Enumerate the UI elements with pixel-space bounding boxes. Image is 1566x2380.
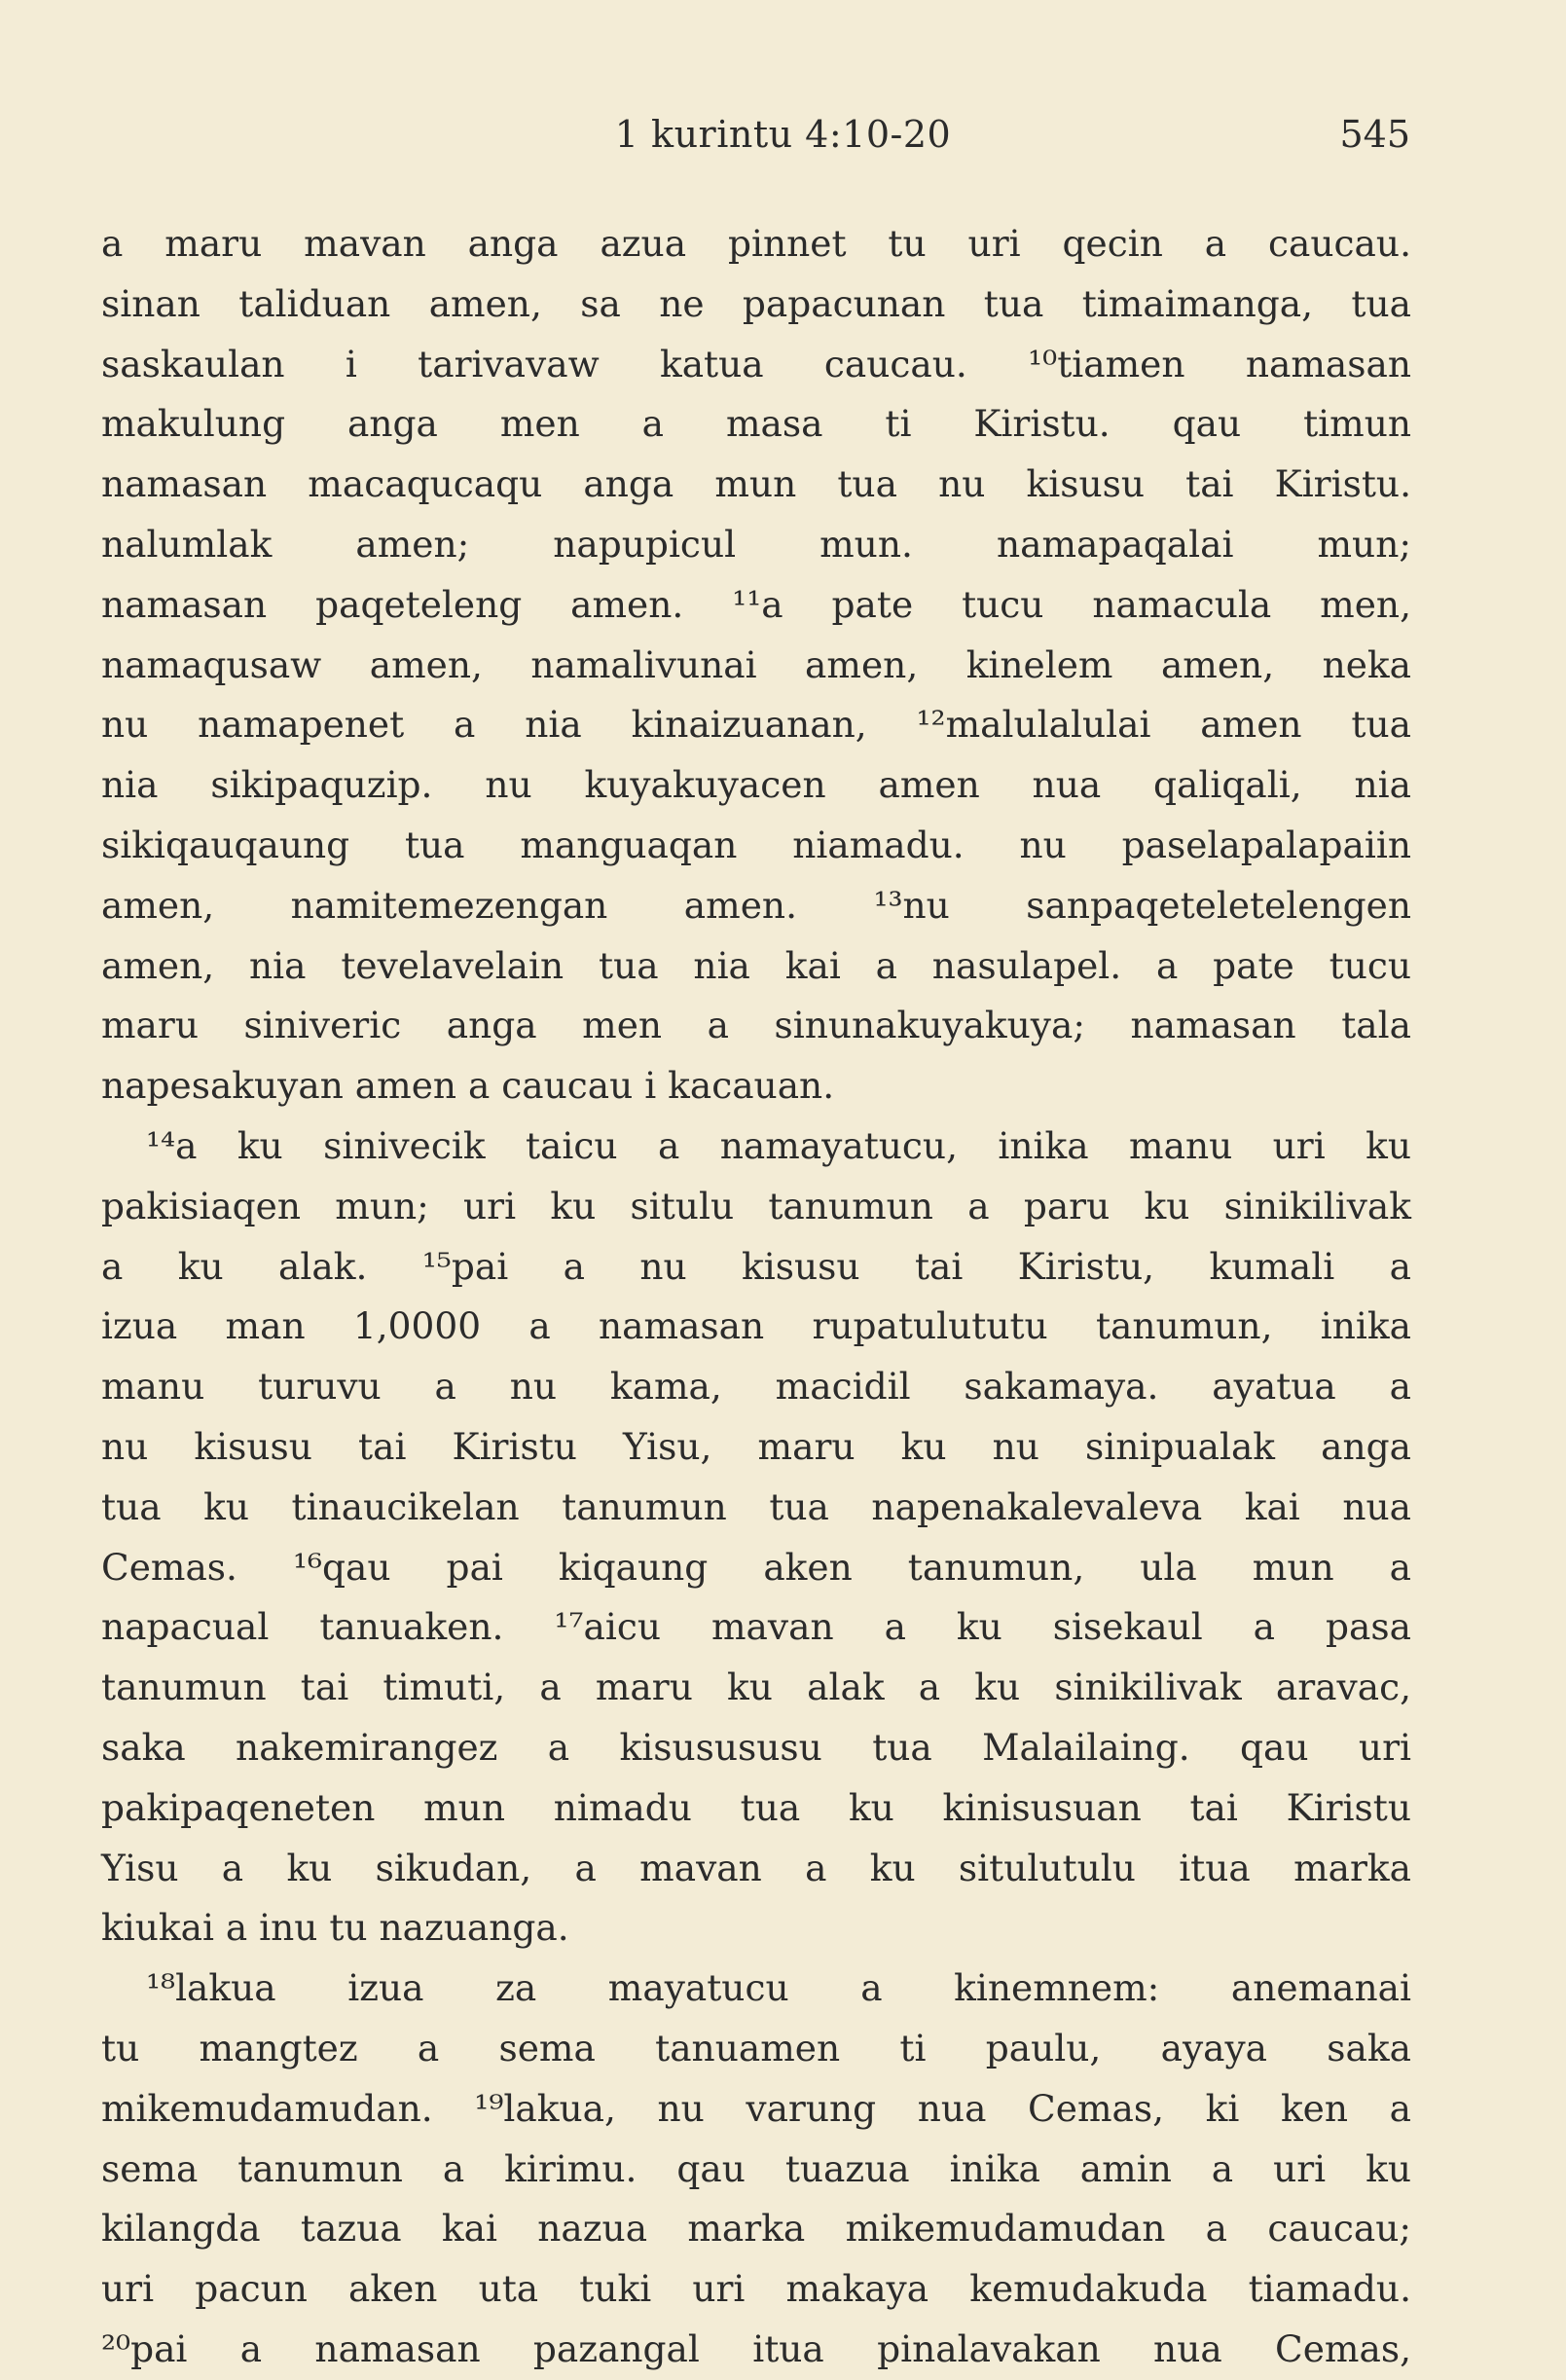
text-line: namasan paqeteleng amen. ¹¹a pate tucu namacula men, [101,582,1411,626]
running-head: 1 kurintu 4:10-20 [614,113,952,156]
text-line: ¹⁸lakua izua za mayatucu a kinemnem: anemanai [146,1966,1411,2010]
text-line: manu turuvu a nu kama, macidil sakamaya. ayatua a [101,1365,1411,1409]
text-line: kiukai a inu tu nazuanga. [101,1906,569,1950]
text-line: Cemas. ¹⁶qau pai kiqaung aken tanumun, ula mun a [101,1545,1411,1589]
text-line: ¹⁴a ku sinivecik taicu a namayatucu, inika manu uri ku [146,1123,1411,1167]
text-line: namasan macaqucaqu anga mun tua nu kisusu tai Kiristu. [101,462,1411,506]
body-text [101,214,1411,2380]
text-line: mikemudamudan. ¹⁹lakua, nu varung nua Cemas, ki ken a [101,2086,1411,2130]
text-line: napesakuyan amen a caucau i kacauan. [101,1064,835,1108]
text-line: amen, namitemezengan amen. ¹³nu sanpaqeteletelengen [101,883,1411,927]
text-line: sema tanumun a kirimu. qau tuazua inika amin a uri ku [101,2146,1411,2190]
page-header [0,105,1566,164]
text-line: ²⁰pai a namasan pazangal itua pinalavakan nua Cemas, [101,2326,1411,2370]
text-line: tu mangtez a sema tanuamen ti paulu, ayaya saka [101,2026,1411,2069]
text-line: saka nakemirangez a kisusususu tua Malailaing. qau uri [101,1725,1411,1769]
text-line: saskaulan i tarivavaw katua caucau. ¹⁰tiamen namasan [101,342,1411,385]
text-line: a ku alak. ¹⁵pai a nu kisusu tai Kiristu, kumali a [101,1244,1411,1288]
text-line: nu kisusu tai Kiristu Yisu, maru ku nu sinipualak anga [101,1424,1411,1468]
text-line: sinan taliduan amen, sa ne papacunan tua timaimanga, tua [101,281,1411,325]
text-line: nalumlak amen; napupicul mun. namapaqalai mun; [101,522,1411,566]
text-line: tanumun tai timuti, a maru ku alak a ku sinikilivak aravac, [101,1666,1411,1709]
text-line: namaqusaw amen, namalivunai amen, kinelem amen, neka [101,642,1411,686]
text-line: nu namapenet a nia kinaizuanan, ¹²malulalulai amen tua [101,703,1411,747]
page-number: 545 [1339,113,1410,156]
text-line: uri pacun aken uta tuki uri makaya kemudakuda tiamadu. [101,2267,1411,2311]
text-line: napacual tanuaken. ¹⁷aicu mavan a ku sisekaul a pasa [101,1605,1411,1649]
text-line: sikiqauqaung tua manguaqan niamadu. nu paselapalapaiin [101,823,1411,866]
text-line: izua man 1,0000 a namasan rupatulututu tanumun, inika [101,1304,1411,1348]
text-line: pakipaqeneten mun nimadu tua ku kinisusuan tai Kiristu [101,1785,1411,1829]
text-line: makulung anga men a masa ti Kiristu. qau timun [101,402,1411,446]
text-line: pakisiaqen mun; uri ku situlu tanumun a paru ku sinikilivak [101,1184,1411,1227]
text-line: kilangda tazua kai nazua marka mikemudamudan a caucau; [101,2207,1411,2251]
text-line: a maru mavan anga azua pinnet tu uri qecin a caucau. [101,222,1411,265]
text-line: amen, nia tevelavelain tua nia kai a nasulapel. a pate tucu [101,943,1411,987]
text-line: nia sikipaquzip. nu kuyakuyacen amen nua qaliqali, nia [101,763,1411,807]
text-line: maru siniveric anga men a sinunakuyakuya; namasan tala [101,1004,1411,1047]
text-line: tua ku tinaucikelan tanumun tua napenakalevaleva kai nua [101,1484,1411,1528]
text-line: Yisu a ku sikudan, a mavan a ku situlutulu itua marka [101,1846,1411,1889]
